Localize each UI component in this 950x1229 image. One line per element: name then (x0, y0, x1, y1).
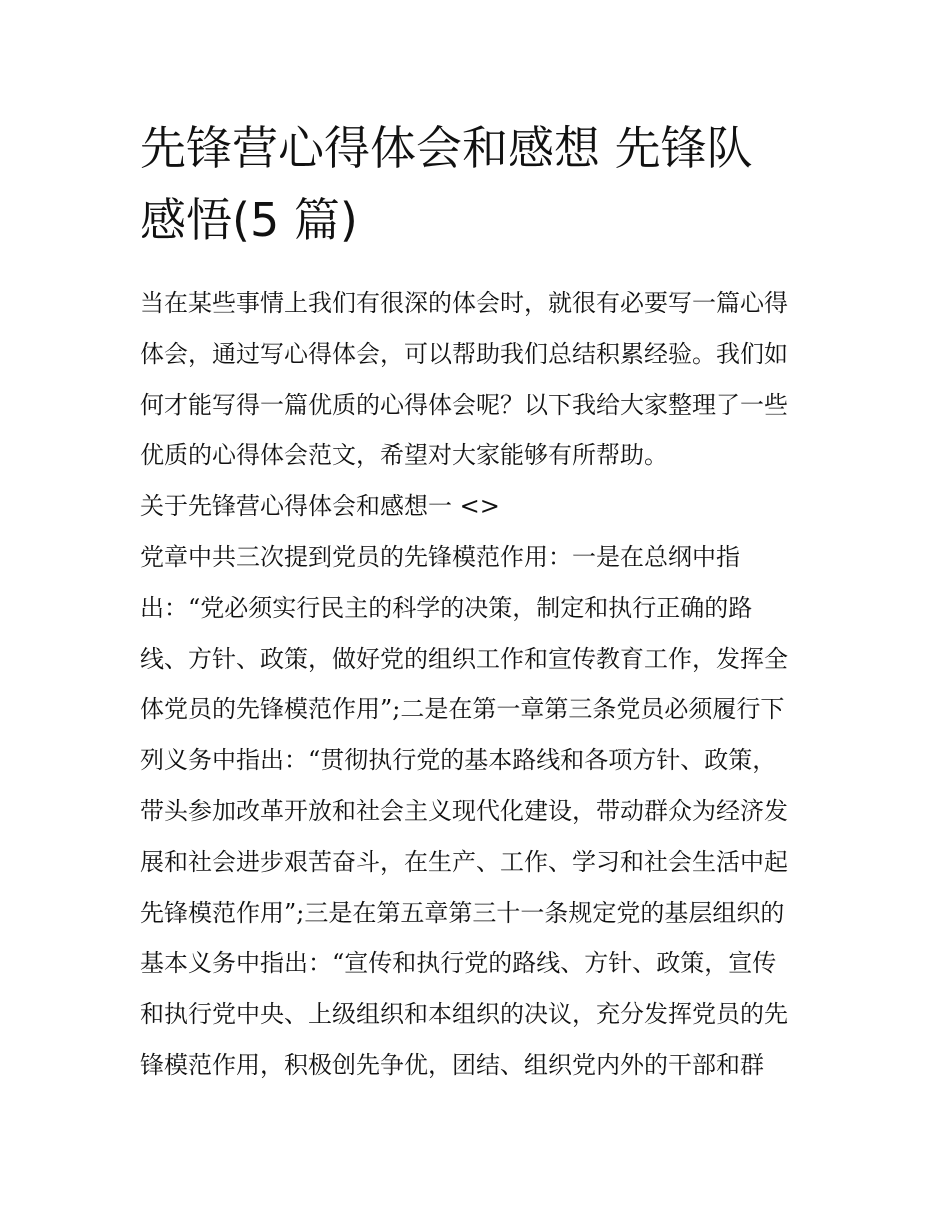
body-line: 展和社会进步艰苦奋斗，在生产、工作、学习和社会生活中起 (140, 847, 788, 876)
page-title (140, 112, 820, 256)
body-line: 优质的心得体会范文，希望对大家能够有所帮助。 (140, 441, 668, 470)
title-line-1: 先锋营心得体会和感想 先锋队 (140, 121, 753, 175)
body-line: 体会，通过写心得体会，可以帮助我们总结积累经验。我们如 (140, 339, 788, 368)
body-line: 和执行党中央、上级组织和本组织的决议，充分发挥党员的先 (140, 1000, 788, 1029)
title-line-2: 感悟(5 篇) (140, 193, 358, 247)
body-line: 线、方针、政策，做好党的组织工作和宣传教育工作，发挥全 (140, 644, 788, 673)
body-line: 先锋模范作用”;三是在第五章第三十一条规定党的基层组织的 (140, 898, 785, 927)
body-line: 当在某些事情上我们有很深的体会时，就很有必要写一篇心得 (140, 289, 788, 317)
body-line: 体党员的先锋模范作用”;二是在第一章第三条党员必须履行下 (140, 695, 785, 724)
body-text (140, 278, 820, 1091)
body-line: 党章中共三次提到党员的先锋模范作用：一是在总纲中指 (140, 542, 740, 571)
body-line: 锋模范作用，积极创先争优，团结、组织党内外的干部和群 (140, 1050, 764, 1079)
body-line: 列义务中指出：“贯彻执行党的基本路线和各项方针、政策， (140, 746, 777, 775)
body-line: 基本义务中指出：“宣传和执行党的路线、方针、政策，宣传 (140, 949, 777, 978)
body-line: 何才能写得一篇优质的心得体会呢？以下我给大家整理了一些 (140, 390, 788, 419)
body-line: 带头参加改革开放和社会主义现代化建设，带动群众为经济发 (140, 796, 788, 825)
body-line: 出：“党必须实行民主的科学的决策，制定和执行正确的路 (140, 593, 753, 622)
section-heading: 关于先锋营心得体会和感想一 <> (140, 492, 500, 521)
